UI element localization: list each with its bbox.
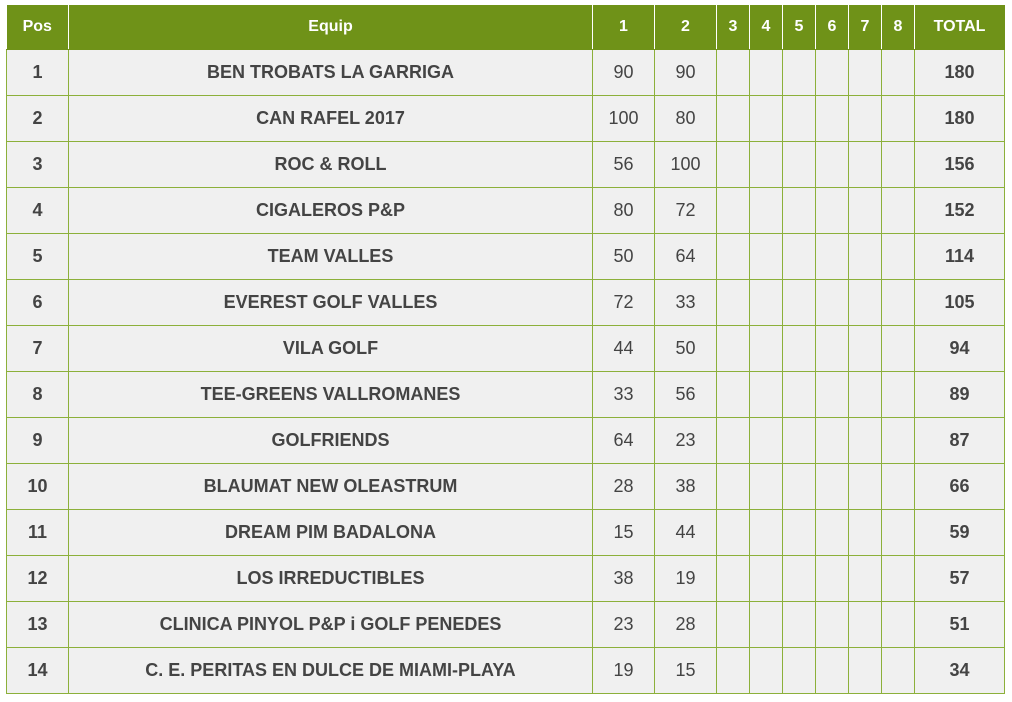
round-3-score-cell — [717, 326, 750, 372]
round-1-score-cell: 72 — [593, 280, 655, 326]
round-4-score-cell — [750, 96, 783, 142]
round-7-score-cell — [849, 464, 882, 510]
total-cell: 94 — [915, 326, 1005, 372]
position-cell: 14 — [7, 648, 69, 694]
table-row — [7, 556, 1005, 602]
team-name-cell: VILA GOLF — [69, 326, 593, 372]
header-round-3: 3 — [717, 5, 750, 50]
position-cell: 11 — [7, 510, 69, 556]
header-round-4: 4 — [750, 5, 783, 50]
position-cell: 4 — [7, 188, 69, 234]
header-round-6: 6 — [816, 5, 849, 50]
round-1-score-cell: 38 — [593, 556, 655, 602]
total-cell: 180 — [915, 96, 1005, 142]
team-name-cell: EVEREST GOLF VALLES — [69, 280, 593, 326]
round-5-score-cell — [783, 648, 816, 694]
round-7-score-cell — [849, 234, 882, 280]
round-7-score-cell — [849, 372, 882, 418]
table-row — [7, 280, 1005, 326]
round-4-score-cell — [750, 372, 783, 418]
position-cell: 12 — [7, 556, 69, 602]
round-8-score-cell — [882, 326, 915, 372]
round-3-score-cell — [717, 142, 750, 188]
round-2-score-cell: 80 — [655, 96, 717, 142]
round-7-score-cell — [849, 556, 882, 602]
table-row — [7, 96, 1005, 142]
position-cell: 13 — [7, 602, 69, 648]
round-3-score-cell — [717, 234, 750, 280]
round-3-score-cell — [717, 556, 750, 602]
total-cell: 152 — [915, 188, 1005, 234]
round-6-score-cell — [816, 418, 849, 464]
round-8-score-cell — [882, 510, 915, 556]
round-1-score-cell: 28 — [593, 464, 655, 510]
round-8-score-cell — [882, 142, 915, 188]
round-8-score-cell — [882, 464, 915, 510]
round-1-score-cell: 50 — [593, 234, 655, 280]
team-name-cell: CLINICA PINYOL P&P i GOLF PENEDES — [69, 602, 593, 648]
standings-container — [6, 5, 1005, 694]
round-6-score-cell — [816, 96, 849, 142]
round-3-score-cell — [717, 50, 750, 96]
round-6-score-cell — [816, 556, 849, 602]
position-cell: 1 — [7, 50, 69, 96]
team-name-cell: LOS IRREDUCTIBLES — [69, 556, 593, 602]
round-4-score-cell — [750, 556, 783, 602]
round-8-score-cell — [882, 96, 915, 142]
round-2-score-cell: 23 — [655, 418, 717, 464]
table-row — [7, 418, 1005, 464]
round-3-score-cell — [717, 602, 750, 648]
round-4-score-cell — [750, 188, 783, 234]
table-row — [7, 464, 1005, 510]
round-1-score-cell: 33 — [593, 372, 655, 418]
team-name-cell: C. E. PERITAS EN DULCE DE MIAMI-PLAYA — [69, 648, 593, 694]
round-7-score-cell — [849, 50, 882, 96]
round-4-score-cell — [750, 602, 783, 648]
round-4-score-cell — [750, 648, 783, 694]
table-row — [7, 188, 1005, 234]
round-4-score-cell — [750, 142, 783, 188]
round-2-score-cell: 72 — [655, 188, 717, 234]
position-cell: 8 — [7, 372, 69, 418]
team-name-cell: CAN RAFEL 2017 — [69, 96, 593, 142]
total-cell: 87 — [915, 418, 1005, 464]
total-cell: 114 — [915, 234, 1005, 280]
header-row — [7, 5, 1005, 50]
round-2-score-cell: 44 — [655, 510, 717, 556]
round-4-score-cell — [750, 234, 783, 280]
header-round-5: 5 — [783, 5, 816, 50]
round-8-score-cell — [882, 234, 915, 280]
round-7-score-cell — [849, 648, 882, 694]
round-5-score-cell — [783, 50, 816, 96]
round-7-score-cell — [849, 142, 882, 188]
total-cell: 180 — [915, 50, 1005, 96]
round-3-score-cell — [717, 418, 750, 464]
round-4-score-cell — [750, 418, 783, 464]
round-2-score-cell: 28 — [655, 602, 717, 648]
round-8-score-cell — [882, 556, 915, 602]
round-5-score-cell — [783, 280, 816, 326]
table-row — [7, 50, 1005, 96]
standings-table — [6, 5, 1005, 694]
team-name-cell: BEN TROBATS LA GARRIGA — [69, 50, 593, 96]
table-body — [7, 50, 1005, 694]
team-name-cell: BLAUMAT NEW OLEASTRUM — [69, 464, 593, 510]
header-round-1: 1 — [593, 5, 655, 50]
round-2-score-cell: 33 — [655, 280, 717, 326]
round-6-score-cell — [816, 234, 849, 280]
round-1-score-cell: 100 — [593, 96, 655, 142]
round-6-score-cell — [816, 142, 849, 188]
round-6-score-cell — [816, 280, 849, 326]
round-1-score-cell: 44 — [593, 326, 655, 372]
header-round-7: 7 — [849, 5, 882, 50]
round-5-score-cell — [783, 464, 816, 510]
round-8-score-cell — [882, 188, 915, 234]
round-3-score-cell — [717, 96, 750, 142]
round-1-score-cell: 19 — [593, 648, 655, 694]
round-6-score-cell — [816, 464, 849, 510]
total-cell: 51 — [915, 602, 1005, 648]
round-5-score-cell — [783, 326, 816, 372]
round-2-score-cell: 50 — [655, 326, 717, 372]
round-6-score-cell — [816, 188, 849, 234]
total-cell: 66 — [915, 464, 1005, 510]
round-1-score-cell: 90 — [593, 50, 655, 96]
total-cell: 156 — [915, 142, 1005, 188]
round-2-score-cell: 19 — [655, 556, 717, 602]
team-name-cell: ROC & ROLL — [69, 142, 593, 188]
round-1-score-cell: 15 — [593, 510, 655, 556]
round-6-score-cell — [816, 50, 849, 96]
round-1-score-cell: 64 — [593, 418, 655, 464]
total-cell: 59 — [915, 510, 1005, 556]
header-round-8: 8 — [882, 5, 915, 50]
round-5-score-cell — [783, 602, 816, 648]
round-7-score-cell — [849, 418, 882, 464]
team-name-cell: GOLFRIENDS — [69, 418, 593, 464]
table-row — [7, 648, 1005, 694]
round-4-score-cell — [750, 280, 783, 326]
table-row — [7, 372, 1005, 418]
round-3-score-cell — [717, 464, 750, 510]
round-4-score-cell — [750, 510, 783, 556]
round-5-score-cell — [783, 510, 816, 556]
round-5-score-cell — [783, 234, 816, 280]
table-row — [7, 602, 1005, 648]
round-7-score-cell — [849, 280, 882, 326]
round-3-score-cell — [717, 280, 750, 326]
position-cell: 10 — [7, 464, 69, 510]
table-row — [7, 510, 1005, 556]
round-5-score-cell — [783, 142, 816, 188]
round-5-score-cell — [783, 96, 816, 142]
total-cell: 57 — [915, 556, 1005, 602]
round-2-score-cell: 90 — [655, 50, 717, 96]
position-cell: 6 — [7, 280, 69, 326]
round-5-score-cell — [783, 418, 816, 464]
table-row — [7, 142, 1005, 188]
round-6-score-cell — [816, 648, 849, 694]
round-7-score-cell — [849, 188, 882, 234]
position-cell: 7 — [7, 326, 69, 372]
table-row — [7, 234, 1005, 280]
round-2-score-cell: 38 — [655, 464, 717, 510]
total-cell: 34 — [915, 648, 1005, 694]
round-8-score-cell — [882, 372, 915, 418]
header-team: Equip — [69, 5, 593, 50]
table-row — [7, 326, 1005, 372]
round-8-score-cell — [882, 280, 915, 326]
round-6-score-cell — [816, 372, 849, 418]
round-8-score-cell — [882, 418, 915, 464]
round-4-score-cell — [750, 464, 783, 510]
total-cell: 89 — [915, 372, 1005, 418]
team-name-cell: CIGALEROS P&P — [69, 188, 593, 234]
round-4-score-cell — [750, 326, 783, 372]
round-2-score-cell: 64 — [655, 234, 717, 280]
team-name-cell: DREAM PIM BADALONA — [69, 510, 593, 556]
round-3-score-cell — [717, 188, 750, 234]
round-3-score-cell — [717, 510, 750, 556]
round-5-score-cell — [783, 556, 816, 602]
round-4-score-cell — [750, 50, 783, 96]
header-round-2: 2 — [655, 5, 717, 50]
round-3-score-cell — [717, 372, 750, 418]
round-8-score-cell — [882, 648, 915, 694]
total-cell: 105 — [915, 280, 1005, 326]
table-header — [7, 5, 1005, 50]
round-1-score-cell: 80 — [593, 188, 655, 234]
position-cell: 5 — [7, 234, 69, 280]
team-name-cell: TEAM VALLES — [69, 234, 593, 280]
position-cell: 3 — [7, 142, 69, 188]
round-6-score-cell — [816, 326, 849, 372]
round-7-score-cell — [849, 510, 882, 556]
round-6-score-cell — [816, 602, 849, 648]
round-7-score-cell — [849, 326, 882, 372]
round-5-score-cell — [783, 372, 816, 418]
round-1-score-cell: 56 — [593, 142, 655, 188]
position-cell: 9 — [7, 418, 69, 464]
round-8-score-cell — [882, 602, 915, 648]
round-6-score-cell — [816, 510, 849, 556]
round-1-score-cell: 23 — [593, 602, 655, 648]
round-7-score-cell — [849, 96, 882, 142]
round-2-score-cell: 15 — [655, 648, 717, 694]
round-5-score-cell — [783, 188, 816, 234]
position-cell: 2 — [7, 96, 69, 142]
round-3-score-cell — [717, 648, 750, 694]
header-total: TOTAL — [915, 5, 1005, 50]
round-2-score-cell: 56 — [655, 372, 717, 418]
round-7-score-cell — [849, 602, 882, 648]
team-name-cell: TEE-GREENS VALLROMANES — [69, 372, 593, 418]
header-pos: Pos — [7, 5, 69, 50]
round-8-score-cell — [882, 50, 915, 96]
round-2-score-cell: 100 — [655, 142, 717, 188]
